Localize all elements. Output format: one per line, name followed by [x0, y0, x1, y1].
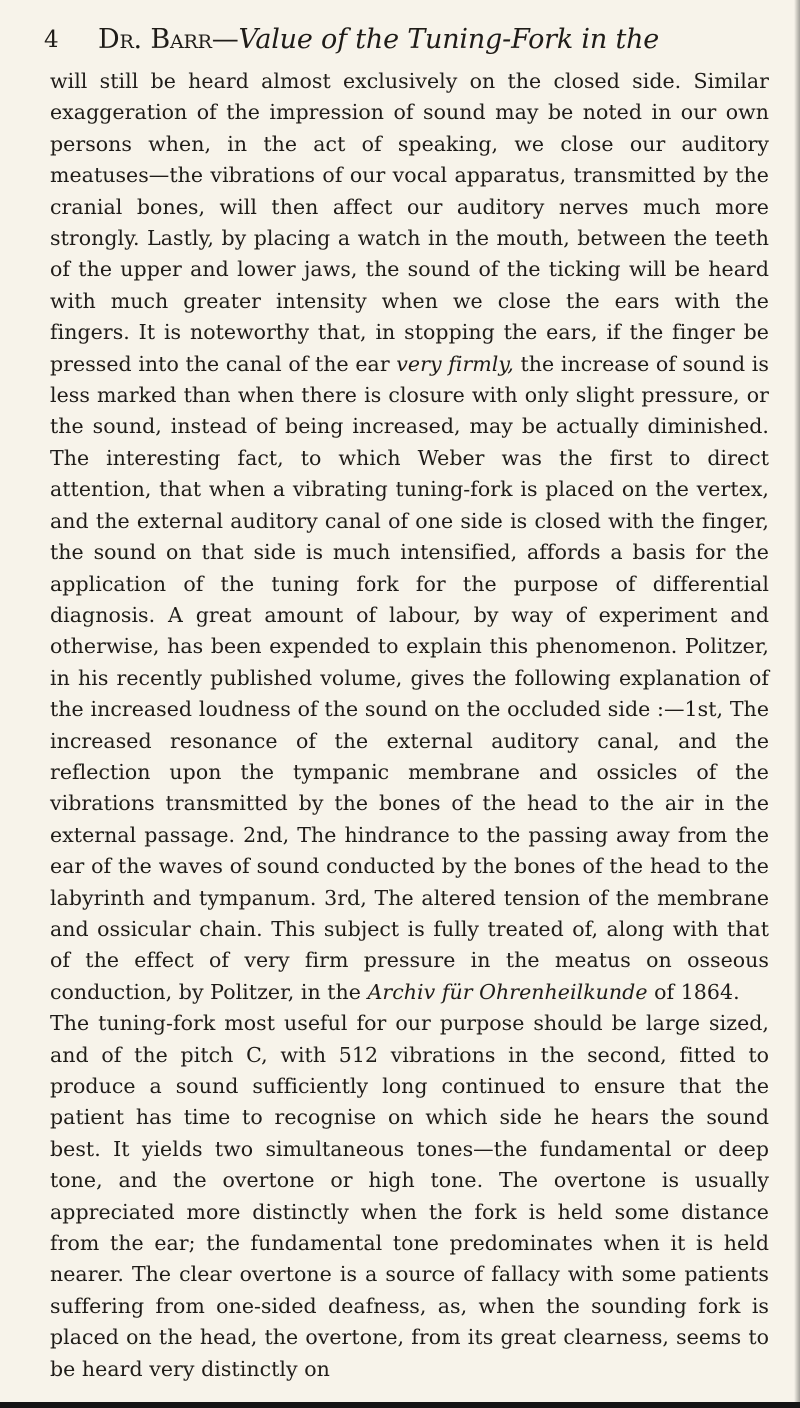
body-text	[50, 66, 769, 1385]
running-head	[44, 20, 764, 60]
page-edge-shadow	[794, 0, 800, 1408]
running-head-author: Dr. Barr	[98, 24, 212, 55]
bottom-edge-rule	[0, 1402, 800, 1408]
paragraph-2-text: The tuning-fork most useful for our purpose should be large sized, and of the pitch C, with 512 vibrations in the second, fitted to produce a sound sufficiently long continued to ensure that the patient has time to recognise on which side he hears the sound best. It yields two simultaneous tones—the fundamental or deep tone, and the overtone or high tone. The overtone is usually appreciated more distinctly when the fork is held some distance from the ear; the fundamental tone predominates when it is held nearer. The clear overtone is a source of fallacy with some patients suffering from one-sided deafness, as, when the sounding fork is placed on the head, the overtone, from its great clearness, seems to be heard very distinctly on	[50, 1011, 769, 1381]
running-head-separator: —	[211, 24, 239, 55]
running-head-book-title: Value of the Tuning-Fork in the	[238, 24, 660, 55]
paragraph-1	[50, 66, 769, 1008]
paragraph-1-text-part: the increase of sound is less marked than when there is closure with only slight pressure, or the sound, instead of being increased, may be actually diminished. The interesting fact, to which Weber was the first to direct attention, that when a vibrating tuning-fork is placed on the vertex, and the external auditory canal of one side is closed with the finger, the sound on that side is much intensified, affords a basis for the application of the tuning fork for the purpose of differential diagnosis. A great amount of labour, by way of experiment and otherwise, has been expended to explain this phenomenon. Politzer, in his recently published volume, gives the following explanation of the increased loudness of the sound on the occluded side :—1st, The increased resonance of the external auditory canal, and the reflection upon the tympanic membrane and ossicles of the vibrations transmitted by the bones of the head to the air in the external passage. 2nd, The hindrance to the passing away from the ear of the waves of sound conducted by the bones of the head to the labyrinth and tympanum. 3rd, The altered tension of the membrane and ossicular chain. This subject is fully treated of, along with that of the effect of very firm pressure in the meatus on osseous conduction, by Politzer, in the	[50, 351, 769, 1004]
paragraph-1-emphasis-very-firmly: very firmly,	[396, 351, 514, 376]
paragraph-1-text-part: will still be heard almost exclusively on the closed side. Similar exaggeration of the impression of sound may be noted in our own persons when, in the act of speaking, we close our auditory meatuses—the vibrations of our vocal apparatus, transmitted by the cranial bones, will then affect our auditory nerves much more strongly. Lastly, by placing a watch in the mouth, between the teeth of the upper and lower jaws, the sound of the ticking will be heard with much greater intensity when we close the ears with the fingers. It is noteworthy that, in stopping the ears, if the finger be pressed into the canal of the ear	[50, 69, 769, 376]
paragraph-2	[50, 1008, 769, 1385]
paragraph-1-text-part: of 1864.	[647, 979, 740, 1004]
journal-title: Archiv für Ohrenheilkunde	[367, 979, 648, 1004]
running-head-title	[98, 20, 659, 60]
page-number: 4	[44, 27, 59, 53]
